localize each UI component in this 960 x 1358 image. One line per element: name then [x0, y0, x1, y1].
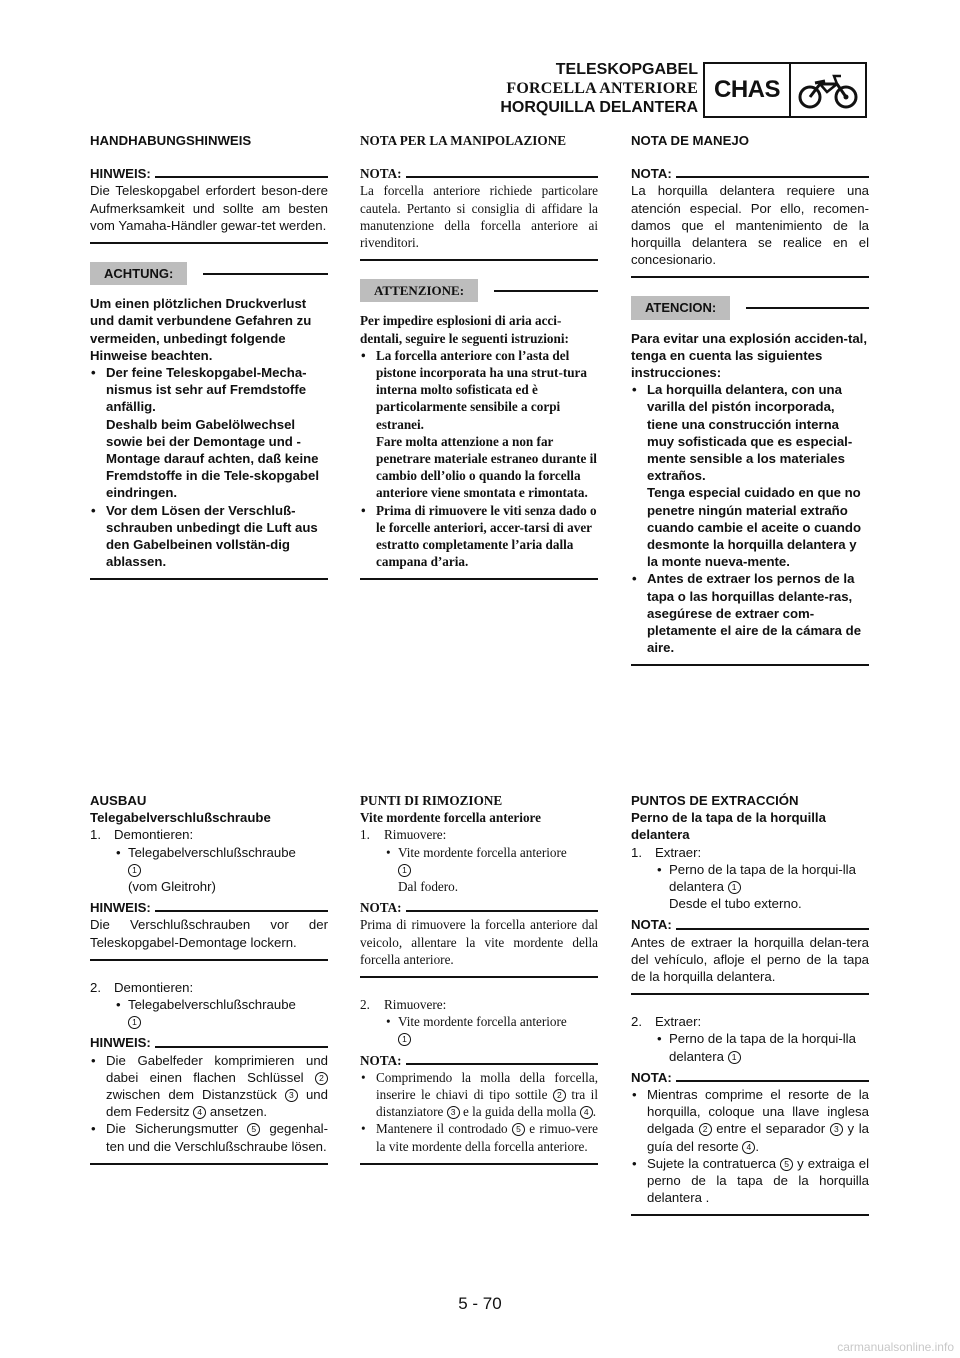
callout-number: 3	[447, 1106, 460, 1119]
list-item: • Prima di rimuovere le viti senza dado o le forcelle anteriori, accer-tarsi di aver estratto completamente l’aria dalla campana d’aria.	[360, 502, 598, 571]
step-1-item: • Vite mordente forcella anteriore	[360, 844, 598, 861]
motorcycle-icon	[791, 64, 865, 116]
note-label: NOTA:	[631, 165, 869, 182]
list-item: • Mantenere il controdado 5 e rimuo-vere la vite mordente della forcella anteriore.	[360, 1120, 598, 1154]
de-removal-section	[90, 792, 328, 1183]
note-label: HINWEIS:	[90, 165, 328, 182]
callout-number: 1	[398, 1033, 411, 1046]
step-2-item: • Telegabelverschlußschraube	[90, 996, 328, 1013]
note-label: NOTA:	[631, 1069, 869, 1086]
step-2: 2. Rimuovere:	[360, 997, 447, 1013]
step-1-extra: Dal fodero.	[398, 879, 459, 895]
callout-number: 4	[742, 1141, 755, 1154]
note-end-rule	[631, 276, 869, 278]
callout-number: 5	[247, 1123, 260, 1136]
note-end-rule	[360, 1163, 598, 1165]
list-item: • Antes de extraer los pernos de la tapa o las horquillas delante-ras, asegúrese de extraer com-pletamente el aire de la cámara de aire.	[631, 570, 869, 656]
note-text: Prima di rimuovere la forcella anteriore dal veicolo, allentare la vite mordente della forcella anteriore.	[360, 917, 598, 967]
step-1-extra: Desde el tubo externo.	[669, 896, 802, 912]
callout-number: 4	[193, 1106, 206, 1119]
title-it: FORCELLA ANTERIORE	[506, 80, 698, 97]
list-item: • Die Gabelfeder komprimieren und dabei einen flachen Schlüssel 2 zwischen dem Distanzstück 3 und dem Federsitz 4 ansetzen.	[90, 1052, 328, 1121]
it-removal-section	[360, 792, 598, 1183]
warning-intro: Para evitar una explosión acciden-tal, tenga en cuenta las siguientes instrucciones:	[631, 330, 867, 381]
warning-end-rule	[631, 664, 869, 666]
note-text: La horquilla delantera requiere una atención especial. Por ello, recomen-damos que el mantenimiento de la horquilla delantera se realice en el concesionario.	[631, 183, 869, 268]
note-label: NOTA:	[360, 899, 598, 916]
list-item: • Vor dem Lösen der Verschluß-schrauben unbedingt die Luft aus den Gabelbeinen vollstän-dig ablassen.	[90, 502, 328, 571]
step-2-item: • Vite mordente forcella anteriore	[360, 1013, 598, 1030]
section-titles	[500, 60, 698, 117]
list-item: • Der feine Teleskopgabel-Mecha-nismus ist sehr auf Fremdstoffe anfällig. Deshalb beim Gabelölwechsel sowie bei der Demontage und -Montage darauf achten, daß keine Fremdstoffe in die Tele-skopgabel eindringen.	[90, 364, 328, 502]
section-subheading: Perno de la tapa de la horquilla delantera	[631, 810, 826, 843]
step-1-item: • Telegabelverschlußschraube	[90, 844, 328, 861]
note-end-rule	[631, 1214, 869, 1216]
note-text: Antes de extraer la horquilla delan-tera del vehículo, afloje el perno de la tapa de la horquilla delantera.	[631, 934, 869, 985]
warning-label: ATENCION:	[631, 296, 869, 319]
step-2: 2. Extraer:	[631, 1014, 702, 1030]
section-badge-label: CHAS	[705, 64, 791, 116]
section-heading: NOTA PER LA MANIPOLAZIONE	[360, 133, 567, 148]
section-subheading: Telegabelverschlußschraube	[90, 810, 271, 826]
callout-number: 1	[128, 864, 141, 877]
note-text: Die Verschlußschrauben vor der Teleskopgabel-Demontage lockern.	[90, 917, 328, 950]
list-item: • La forcella anteriore con l’asta del pistone incorporata ha una strut-tura interna molto sofisticata ed è particolarmente sensibile a corpi estranei. Fare molta attenzione a non far penetrare materiale estraneo durante il cambio dell’olio o quando la forcella anteriore viene smontata e rimontata.	[360, 347, 598, 502]
callout-number: 2	[315, 1072, 328, 1085]
note-end-rule	[90, 1163, 328, 1165]
note-label: HINWEIS:	[90, 1034, 328, 1051]
callout-number: 2	[553, 1089, 566, 1102]
note-label: HINWEIS:	[90, 899, 328, 916]
note-list	[631, 1086, 869, 1206]
step-2-ref	[360, 1030, 598, 1047]
note-label: NOTA:	[360, 165, 598, 182]
section-badge	[703, 62, 867, 118]
warning-label: ACHTUNG:	[90, 262, 328, 285]
note-end-rule	[90, 242, 328, 244]
title-de: TELESKOPGABEL	[555, 61, 698, 78]
list-item: • Sujete la contratuerca 5 y extraiga el perno de la tapa de la horquilla delantera .	[631, 1155, 869, 1207]
note-label: NOTA:	[360, 1052, 598, 1069]
callout-number: 1	[728, 881, 741, 894]
warning-list	[360, 347, 598, 571]
step-2-item: • Perno de la tapa de la horqui-lla delantera 1	[631, 1030, 869, 1064]
warning-list	[90, 364, 328, 570]
callout-number: 1	[728, 1051, 741, 1064]
de-handling-section	[90, 132, 328, 598]
step-1-extra: (vom Gleitrohr)	[128, 879, 216, 895]
section-heading: HANDHABUNGSHINWEIS	[90, 133, 252, 148]
callout-number: 1	[128, 1016, 141, 1029]
note-text: Die Teleskopgabel erfordert beson-dere Aufmerksamkeit und sollte am besten vom Yamaha-Händler gewar-tet werden.	[90, 183, 328, 233]
callout-number: 4	[580, 1106, 593, 1119]
step-1-ref	[360, 861, 598, 878]
section-heading: PUNTOS DE EXTRACCIÓN	[631, 793, 799, 808]
callout-number: 1	[398, 864, 411, 877]
step-1-item: • Perno de la tapa de la horqui-lla delantera 1	[631, 861, 869, 895]
step-1-ref	[90, 861, 328, 878]
title-es: HORQUILLA DELANTERA	[500, 99, 698, 116]
warning-list	[631, 381, 869, 656]
list-item-continued: Fare molta attenzione a non far penetrare materiale estraneo durante il cambio dell’olio o quando la forcella anteriore viene smontata e rimontata.	[376, 433, 597, 501]
callout-number: 5	[780, 1158, 793, 1171]
list-item: • Mientras comprime el resorte de la horquilla, coloque una llave inglesa delgada 2 entre el separador 3 y la guía del resorte 4 .	[631, 1086, 869, 1155]
warning-intro: Per impedire esplosioni di aria acci-dentali, seguire le seguenti istruzioni:	[360, 313, 569, 346]
list-item-continued: Tenga especial cuidado en que no penetre ningún material extraño cuando cambie el aceite o cuando desmonte la horquilla delantera y la monte nueva-mente.	[647, 485, 861, 570]
list-item-continued: Deshalb beim Gabelölwechsel sowie bei der Demontage und -Montage darauf achten, daß keine Fremdstoffe in die Tele-skopgabel eindringen.	[106, 416, 319, 501]
section-heading: PUNTI DI RIMOZIONE	[360, 793, 503, 808]
note-list	[360, 1069, 598, 1155]
warning-intro: Um einen plötzlichen Druckverlust und damit verbundene Gefahren zu vermeiden, unbedingt folgende Hinweise beachten.	[90, 296, 312, 363]
warning-end-rule	[360, 578, 598, 580]
it-handling-section	[360, 132, 598, 598]
note-text: La forcella anteriore richiede particolare cautela. Pertanto si consiglia di affidare la manutenzione della forcella anteriore ai rivenditori.	[360, 183, 598, 251]
step-1: 1. Demontieren:	[90, 827, 194, 843]
section-heading: NOTA DE MANEJO	[631, 133, 749, 148]
callout-number: 3	[830, 1123, 843, 1136]
step-1: 1. Rimuovere:	[360, 827, 447, 843]
section-heading: AUSBAU	[90, 793, 147, 808]
watermark: carmanualsonline.info	[837, 1340, 954, 1354]
es-removal-section	[631, 792, 869, 1234]
note-end-rule	[90, 959, 328, 961]
section-subheading: Vite mordente forcella anteriore	[360, 810, 542, 826]
list-item: • Die Sicherungsmutter 5 gegenhal-ten und die Verschlußschraube lösen.	[90, 1120, 328, 1154]
warning-end-rule	[90, 578, 328, 580]
warning-label: ATTENZIONE:	[360, 279, 598, 302]
callout-number: 3	[285, 1089, 298, 1102]
note-end-rule	[360, 976, 598, 978]
callout-number: 5	[512, 1123, 525, 1136]
page-number: 5 - 70	[458, 1294, 502, 1313]
callout-number: 2	[699, 1123, 712, 1136]
step-2: 2. Demontieren:	[90, 979, 194, 995]
note-list	[90, 1052, 328, 1155]
list-item: • La horquilla delantera, con una varilla del pistón incorporada, tiene una construcción interna muy sofisticada que es especial-mente sensible a los materiales extraños. Tenga especial cuidado en que no penetre ningún material extraño cuando cambie el aceite o cuando desmonte la horquilla delantera y la monte nueva-mente.	[631, 381, 869, 570]
note-end-rule	[360, 259, 598, 261]
es-handling-section	[631, 132, 869, 684]
note-label: NOTA:	[631, 916, 869, 933]
list-item: • Comprimendo la molla della forcella, inserire le chiavi di tipo sottile 2 tra il distanziatore 3 e la guida della molla 4 .	[360, 1069, 598, 1121]
note-end-rule	[631, 993, 869, 995]
step-2-ref	[90, 1013, 328, 1030]
step-1: 1. Extraer:	[631, 844, 702, 860]
